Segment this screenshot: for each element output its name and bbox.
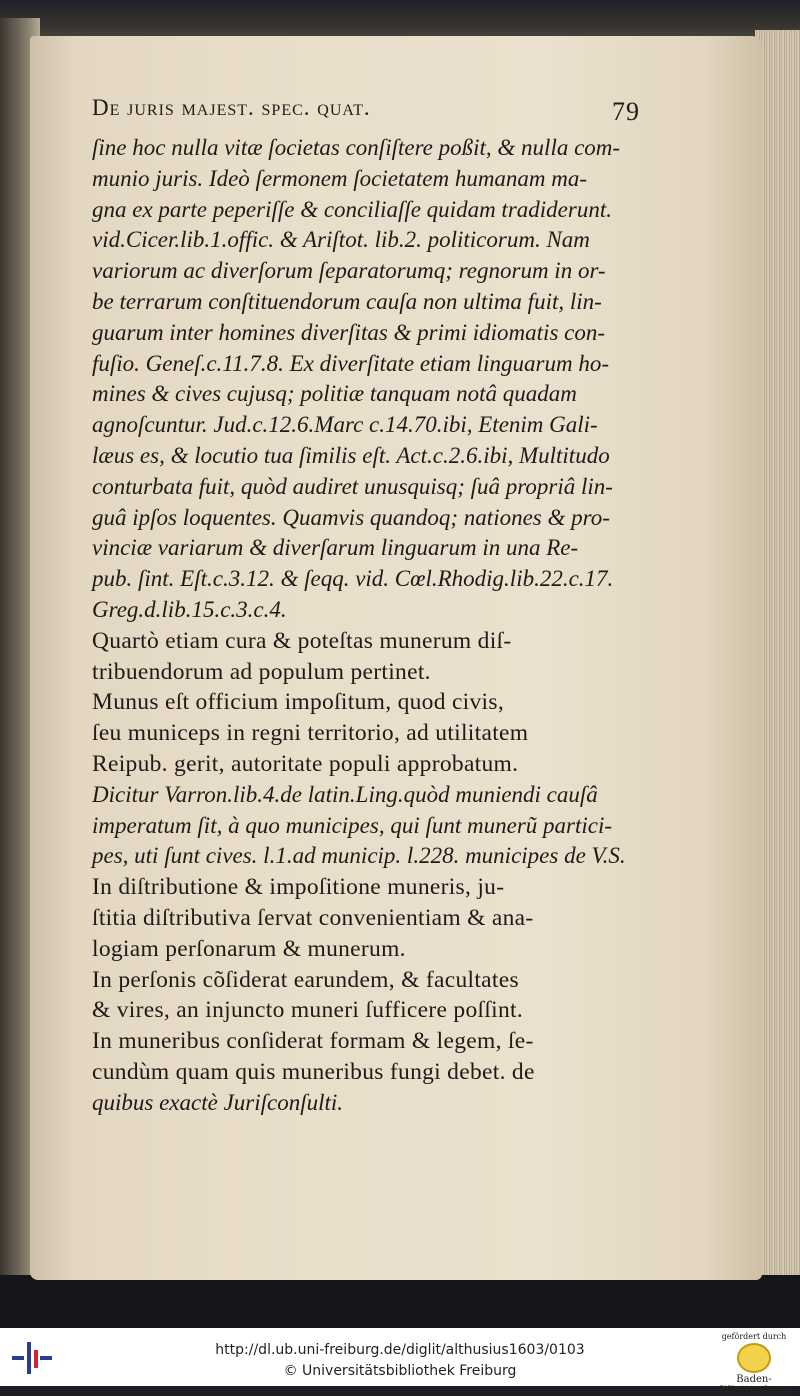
text-line: conturbata fuit, quòd audiret unusquisq; ſuâ propriâ lin- (92, 473, 613, 499)
text-line: guâ ipſos loquentes. Quamvis quandoq; nationes & pro- (92, 504, 610, 530)
text-line: guarum inter homines diverſitas & primi idiomatis con- (92, 319, 606, 345)
page-text (92, 95, 652, 1115)
scan-background (0, 1275, 800, 1328)
text-line: agnoſcuntur. Jud.c.12.6.Marc c.14.70.ibi, Etenim Gali- (92, 412, 598, 438)
text-line: ſeu municeps in regni territorio, ad utilitatem (92, 720, 529, 747)
text-line: fuſio. Geneſ.c.11.7.8. Ex diverſitate etiam linguarum ho- (92, 350, 609, 376)
text-line: pub. ſint. Eſt.c.3.12. & ſeqq. vid. Cœl.Rhodig.lib.22.c.17. (92, 566, 614, 592)
text-line: In diſtributione & impoſitione muneris, ju- (92, 874, 505, 901)
text-line: pes, uti ſunt cives. l.1.ad municip. l.228. municipes de V.S. (92, 843, 626, 869)
copyright-text: © Universitätsbibliothek Freiburg (283, 1363, 517, 1379)
book-top-edge (0, 0, 800, 40)
footer-bar (0, 1328, 800, 1396)
text-line: logiam perſonarum & munerum. (92, 935, 406, 962)
text-line: læus es, & locutio tua ſimilis eſt. Act.c.2.6.ibi, Multitudo (92, 443, 610, 468)
text-line: tribuendorum ad populum pertinet. (92, 658, 431, 685)
text-line: ſine hoc nulla vitæ ſocietas conſiſtere poßit, & nulla com- (92, 135, 621, 160)
text-line: munio juris. Ideò ſermonem ſocietatem humanam ma- (92, 165, 588, 191)
coat-of-arms-icon (737, 1343, 771, 1373)
text-line: Greg.d.lib.15.c.3.c.4. (92, 597, 287, 622)
sponsor-state: Baden-Württemberg (719, 1374, 789, 1396)
sponsor-label: gefördert durch (721, 1332, 787, 1341)
text-line: vinciæ variarum & diverſarum linguarum in una Re- (92, 535, 579, 561)
text-line: imperatum ſit, à quo municipes, qui ſunt munerũ partici- (92, 812, 613, 838)
text-line: variorum ac diverſorum ſeparatorumq; regnorum in or- (92, 258, 606, 284)
text-line: Munus eſt officium impoſitum, quod civis, (92, 689, 505, 716)
text-line: vid.Cicer.lib.1.offic. & Ariſtot. lib.2. politicorum. Nam (92, 227, 590, 253)
text-line: cundùm quam quis muneribus fungi debet. de (92, 1059, 535, 1085)
text-line: mines & cives cujusq; politiæ tanquam notâ quadam (92, 381, 577, 407)
header-title: De juris majest. spec. quat. (92, 95, 371, 120)
text-line: & vires, an injuncto muneri ſufficere poſſint. (92, 997, 524, 1024)
source-url[interactable]: http://dl.ub.uni-freiburg.de/diglit/althusius1603/0103 (215, 1342, 585, 1358)
text-line: In perſonis cõſiderat earundem, & facultates (92, 966, 519, 993)
text-line: gna ex parte peperiſſe & conciliaſſe quidam tradiderunt. (92, 196, 612, 222)
sponsor-block (714, 1332, 794, 1396)
text-line: ſtitia diſtributiva ſervat convenientiam & ana- (92, 905, 534, 931)
running-header (92, 95, 652, 135)
text-line: Dicitur Varron.lib.4.de latin.Ling.quòd muniendi cauſâ (92, 781, 598, 807)
text-line: In muneribus conſiderat formam & legem, ſe- (92, 1028, 534, 1055)
page-number: 79 (612, 97, 640, 126)
text-line: Reipub. gerit, autoritate populi approbatum. (92, 751, 519, 777)
text-line: quibus exactè Juriſconſulti. (92, 1089, 344, 1115)
text-line: Quartò etiam cura & poteſtas munerum diſ- (92, 627, 512, 654)
text-line: be terrarum conſtituendorum cauſa non ultima fuit, lin- (92, 289, 602, 314)
